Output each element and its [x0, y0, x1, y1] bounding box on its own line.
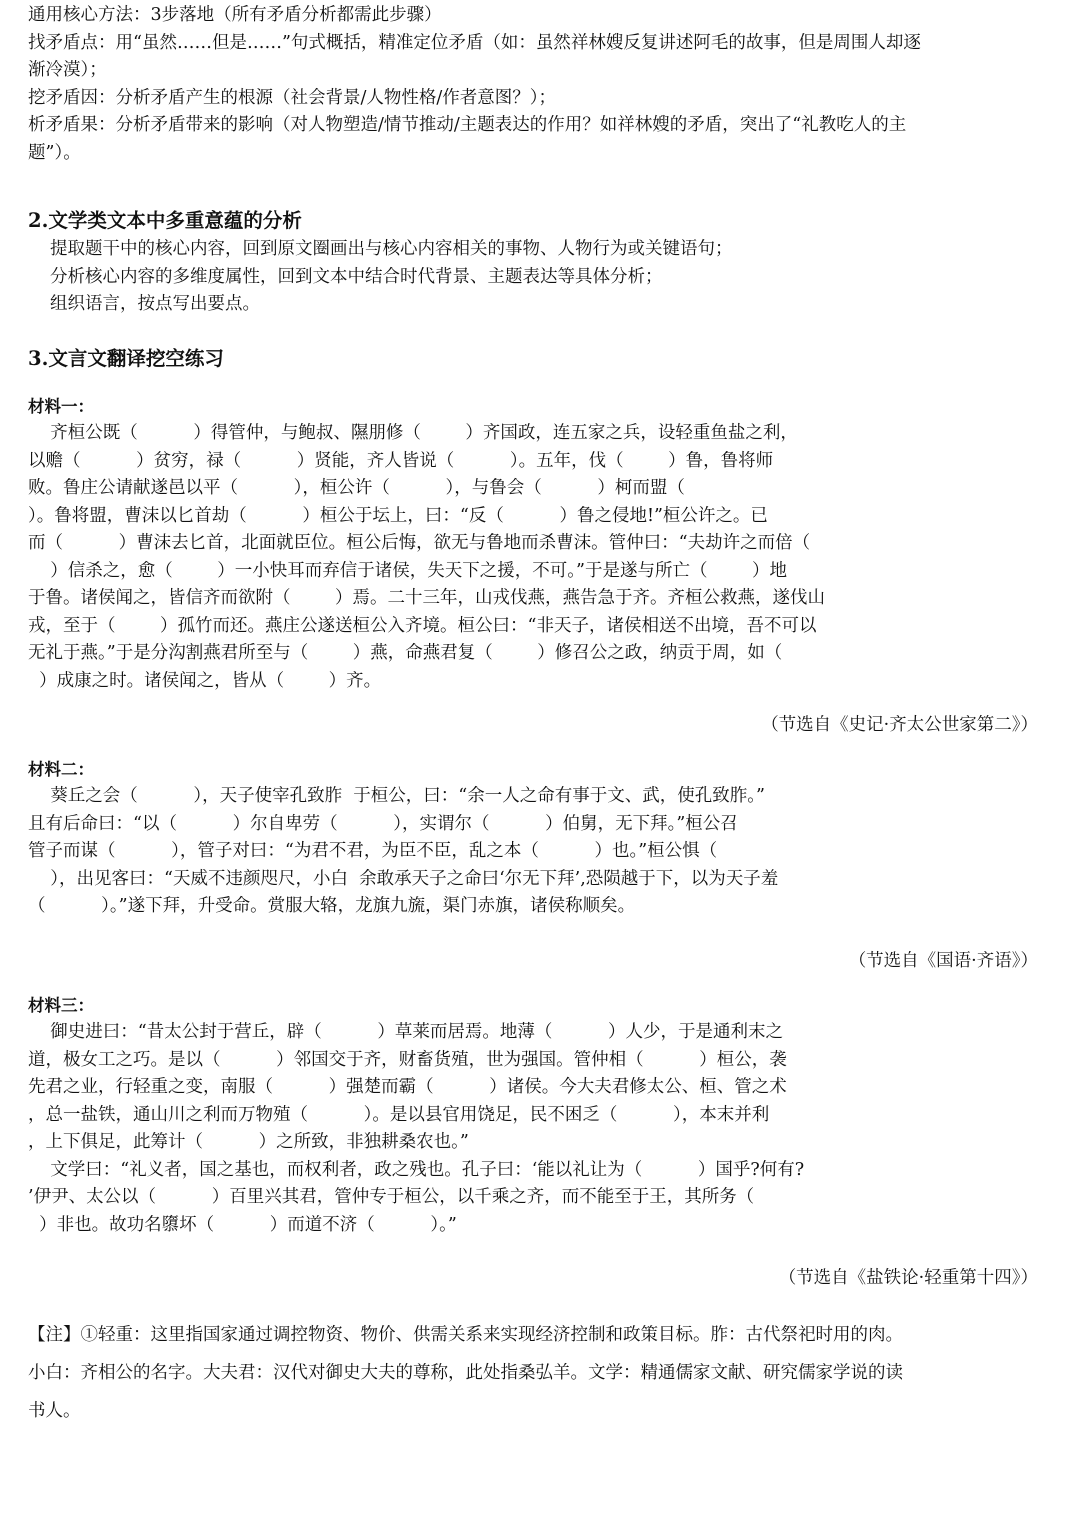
material-1-source-wrap — [28, 711, 1038, 739]
material-3-line: ，上下俱足，此筹计（ ）之所致，非独耕桑农也。” — [28, 1132, 469, 1152]
material-1-line: 齐桓公既（ ）得管仲，与鲍叔、隰朋修（ ）齐国政，连五家之兵，设轻重鱼盐之利， — [28, 423, 798, 443]
section-3 — [28, 344, 1038, 374]
intro-section — [28, 2, 1038, 167]
material-3-source-wrap — [28, 1264, 1038, 1292]
note-line: 【注】①轻重：这里指国家通过调控物资、物价、供需关系来实现经济控制和政策目标。胙：古代祭祀时用的肉。 — [28, 1325, 903, 1345]
section-2-title: 2.文学类文本中多重意蕴的分析 — [28, 209, 302, 232]
material-1-line: ）。鲁将盟，曹沫以匕首劫（ ）桓公于坛上，曰：“反（ ）鲁之侵地!”桓公许之。已 — [28, 505, 768, 526]
material-3-line: 先君之业，行轻重之变，南服（ ）强楚而霸（ ）诸侯。今大夫君修太公、桓、管之术 — [28, 1077, 787, 1097]
material-1-line: 而（ ）曹沫去匕首，北面就臣位。桓公后悔，欲无与鲁地而杀曹沫。管仲曰：“夫劫许之而倍（ — [28, 533, 811, 553]
intro-line: 挖矛盾因：分析矛盾产生的根源（社会背景/人物性格/作者意图？）； — [28, 87, 557, 108]
material-1-label: 材料一： — [28, 397, 94, 416]
material-3-line: ）非也。故功名隳坏（ ）而道不济（ ）。” — [28, 1214, 457, 1235]
material-1-line: 败。鲁庄公请献遂邑以平（ ），桓公许（ ），与鲁会（ ）柯而盟（ — [28, 478, 685, 498]
material-2-line: 且有后命曰：“以（ ）尔自卑劳（ ），实谓尔（ ）伯舅，无下拜。”桓公召 — [28, 813, 738, 834]
section-2-line: 提取题干中的核心内容，回到原文圈画出与核心内容相关的事物、人物行为或关键语句； — [50, 239, 733, 259]
material-3-line: 道，极女工之巧。是以（ ）邻国交于齐，财畜货殖，世为强国。管仲相（ ）桓公，袭 — [28, 1049, 787, 1070]
section-2 — [28, 206, 1038, 319]
material-3-line: ，总一盐铁，通山川之利而万物殖（ ）。是以县官用饶足，民不困乏（ ），本末并利 — [28, 1104, 770, 1125]
intro-line: 析矛盾果：分析矛盾带来的影响（对人物塑造/情节推动/主题表达的作用？如祥林嫂的矛盾，突出了“礼教吃人的主 — [28, 115, 907, 135]
material-3-label: 材料三： — [28, 996, 94, 1015]
material-3-source: （节选自《盐铁论·轻重第十四》） — [778, 1268, 1038, 1288]
intro-line: 通用核心方法：3步落地（所有矛盾分析都需此步骤） — [28, 5, 442, 25]
material-3-line: 御史进曰：“昔太公封于营丘，辟（ ）草莱而居焉。地薄（ ）人少，于是通利末之 — [28, 1022, 783, 1042]
material-2-label: 材料二： — [28, 760, 94, 779]
material-3 — [28, 993, 1038, 1239]
material-1-line: 戎，至于（ ）孤竹而还。燕庄公遂送桓公入齐境。桓公曰：“非天子，诸侯相送不出境，吾不可以 — [28, 615, 817, 636]
material-2-line: 管子而谋（ ），管子对曰：“为君不君，为臣不臣，乱之本（ ）也。”桓公惧（ — [28, 841, 718, 861]
material-3-line: ’伊尹、太公以（ ）百里兴其君，管仲专于桓公，以千乘之齐，而不能至于王，其所务（ — [28, 1187, 755, 1207]
note-section — [28, 1316, 1038, 1430]
material-2 — [28, 757, 1038, 921]
section-3-title: 3.文言文翻译挖空练习 — [28, 347, 224, 370]
material-1-line: ）成康之时。诸侯闻之，皆从（ ）齐。 — [28, 670, 382, 691]
section-2-line: 组织语言，按点写出要点。 — [50, 294, 260, 314]
material-3-line: 文学曰：“礼义者，国之基也，而权利者，政之残也。孔子曰：‘能以礼让为（ ）国乎?何有? — [28, 1159, 805, 1180]
note-line: 小白：齐相公的名字。大夫君：汉代对御史大夫的尊称，此处指桑弘羊。文学：精通儒家文献、研究儒家学说的读 — [28, 1363, 903, 1383]
material-1-line: 以赡（ ）贫穷，禄（ ）贤能，齐人皆说（ ）。五年，伐（ ）鲁，鲁将师 — [28, 450, 774, 471]
material-2-line: 葵丘之会（ ），天子使宰孔致胙 于桓公，曰：“余一人之命有事于文、武，使孔致胙。” — [28, 786, 765, 806]
material-2-source: （节选自《国语·齐语》） — [848, 951, 1038, 971]
intro-line: 题”）。 — [28, 142, 81, 163]
material-1 — [28, 394, 1038, 695]
material-2-line: ），出见客曰：“天威不违颜咫尺，小白 余敢承天子之命曰‘尔无下拜’,恐陨越于下，以为天子羞 — [28, 868, 779, 889]
material-2-source-wrap — [28, 947, 1038, 975]
material-1-line: ）信杀之，愈（ ）一小快耳而弃信于诸侯，失天下之援，不可。”于是遂与所亡（ ）地 — [28, 560, 787, 581]
intro-line: 找矛盾点：用“虽然……但是……”句式概括，精准定位矛盾（如：虽然祥林嫂反复讲述阿毛的故事，但是周围人却逐 — [28, 32, 921, 53]
material-1-line: 无礼于燕。”于是分沟割燕君所至与（ ）燕，命燕君复（ ）修召公之政，纳贡于周，如（ — [28, 643, 783, 663]
material-1-line: 于鲁。诸侯闻之，皆信齐而欲附（ ）焉。二十三年，山戎伐燕，燕告急于齐。齐桓公救燕，遂伐山 — [28, 588, 825, 608]
material-2-line: （ ）。”遂下拜，升受命。赏服大辂，龙旗九旒，渠门赤旗，诸侯称顺矣。 — [28, 896, 636, 916]
intro-line: 渐冷漠）； — [28, 60, 107, 80]
material-1-source: （节选自《史记·齐太公世家第二》） — [761, 715, 1038, 735]
section-2-line: 分析核心内容的多维度属性，回到文本中结合时代背景、主题表达等具体分析； — [50, 266, 663, 287]
note-line: 书人。 — [28, 1401, 81, 1421]
